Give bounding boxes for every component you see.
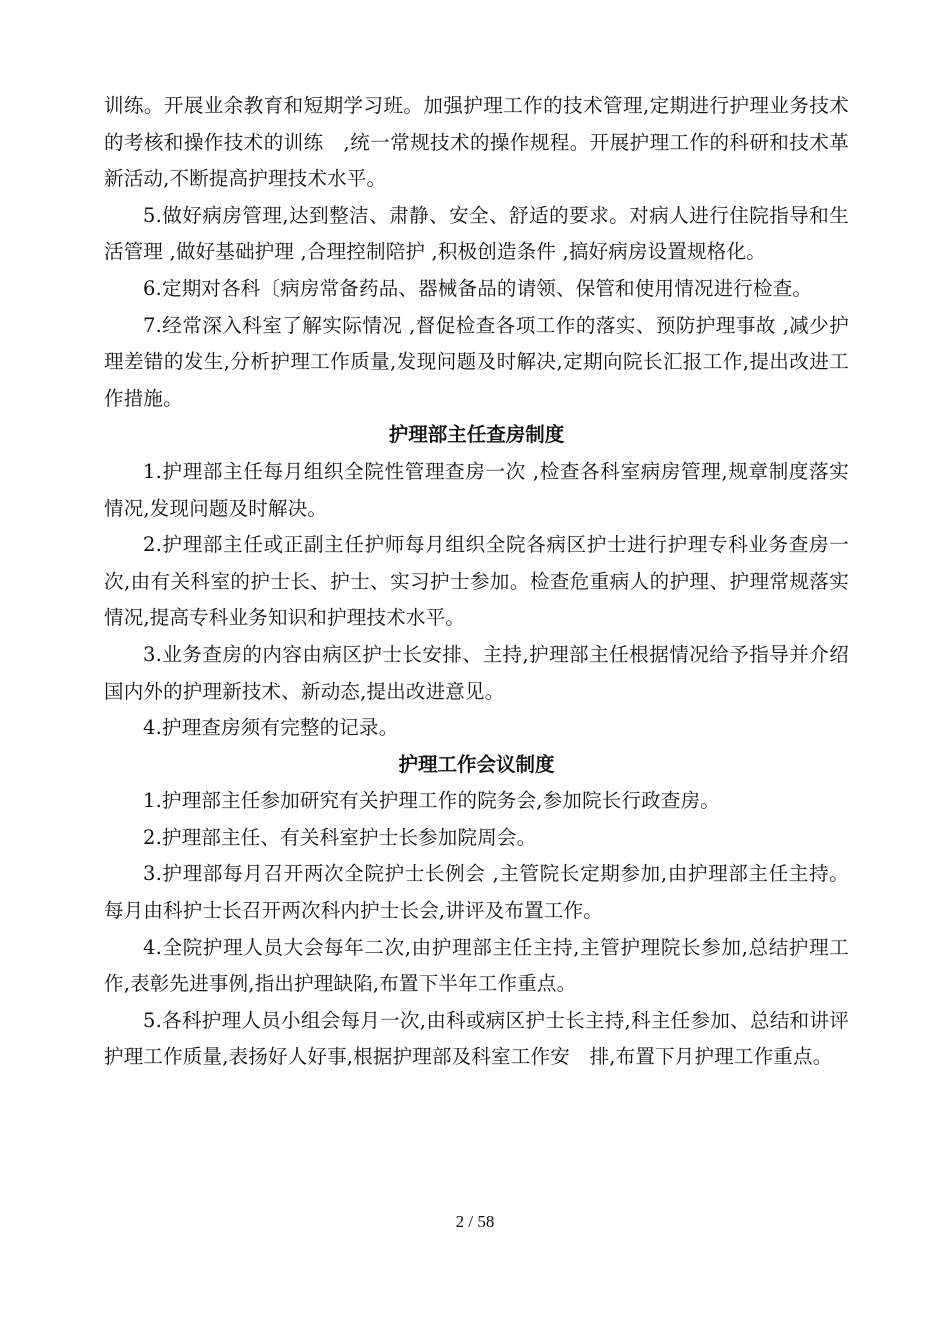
- paragraph-item-7: 7.经常深入科室了解实际情况 ,督促检查各项工作的落实、预防护理事故 ,减少护理差错的发生,分析护理工作质量,发现问题及时解决,定期向院长汇报工作,提出改进工作措施。: [104, 313, 849, 410]
- page-number: 2 / 58: [455, 1212, 495, 1231]
- meetings-item-3: 3.护理部每月召开两次全院护士长例会 ,主管院长定期参加,由护理部主任主持。每月由科护士长召开两次科内护士长会,讲评及布置工作。: [104, 862, 849, 923]
- meetings-item-4: 4.全院护理人员大会每年二次,由护理部主任主持,主管护理院长参加,总结护理工作,表彰先进事例,指出护理缺陷,布置下半年工作重点。: [104, 935, 849, 996]
- meetings-item-2: 2.护理部主任、有关科室护士长参加院周会。: [143, 825, 537, 849]
- document-page: [104, 88, 849, 1076]
- paragraph-item-5: 5.做好病房管理,达到整洁、肃静、安全、舒适的要求。对病人进行住院指导和生活管理 ,做好基础护理 ,合理控制陪护 ,积极创造条件 ,搞好病房设置规格化。: [104, 203, 849, 264]
- ward-rounds-item-2: 2.护理部主任或正副主任护师每月组织全院各病区护士进行护理专科业务查房一次,由有关科室的护士长、护士、实习护士参加。检查危重病人的护理、护理常规落实情况,提高专科业务知识和护理技术水平。: [104, 533, 849, 630]
- meetings-item-1: 1.护理部主任参加研究有关护理工作的院务会,参加院长行政查房。: [143, 789, 721, 813]
- meetings-item-5: 5.各科护理人员小组会每月一次,由科或病区护士长主持,科主任参加、总结和讲评护理工作质量,表扬好人好事,根据护理部及科室工作安 排,布置下月护理工作重点。: [104, 1008, 849, 1069]
- paragraph-continuation: 训练。开展业余教育和短期学习班。加强护理工作的技术管理,定期进行护理业务技术的考核和操作技术的训练 ,统一常规技术的操作规程。开展护理工作的科研和技术革新活动,不断提高护理技术水平。: [104, 94, 849, 191]
- section-title-meetings: 护理工作会议制度: [398, 752, 555, 776]
- ward-rounds-item-3: 3.业务查房的内容由病区护士长安排、主持,护理部主任根据情况给予指导并介绍国内外的护理新技术、新动态,提出改进意见。: [104, 642, 849, 703]
- section-title-ward-rounds: 护理部主任查房制度: [388, 423, 565, 447]
- ward-rounds-item-4: 4.护理查房须有完整的记录。: [143, 716, 399, 740]
- ward-rounds-item-1: 1.护理部主任每月组织全院性管理查房一次 ,检查各科室病房管理,规章制度落实情况,发现问题及时解决。: [104, 459, 849, 520]
- paragraph-item-6: 6.定期对各科〔病房常备药品、器械备品的请领、保管和使用情况进行检查。: [143, 276, 813, 300]
